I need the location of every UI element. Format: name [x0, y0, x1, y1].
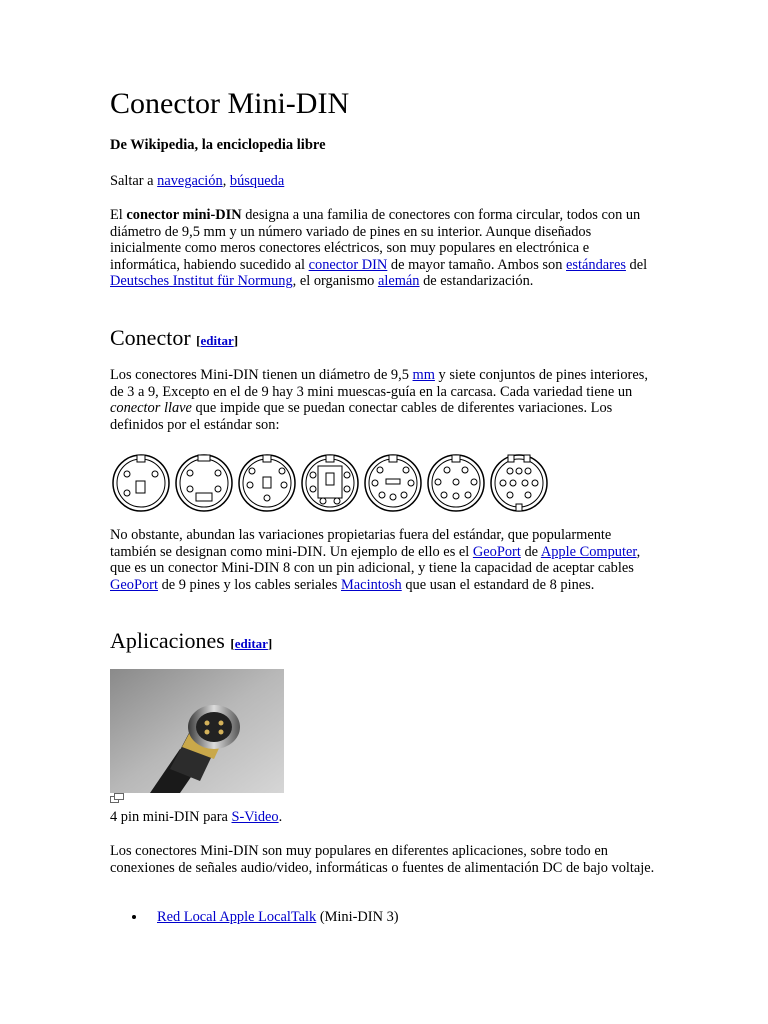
edit-link-aplicaciones[interactable]: editar [234, 636, 268, 651]
enlarge-icon[interactable] [110, 793, 124, 803]
mini-din-9-diagram [488, 453, 550, 513]
bullet-icon [132, 915, 136, 919]
mini-din-3-diagram [110, 453, 172, 513]
image-caption: 4 pin mini-DIN para S-Video. [110, 809, 283, 825]
link-geoport[interactable]: GeoPort [472, 543, 521, 560]
link-mm[interactable]: mm [412, 367, 435, 383]
link-navegacion[interactable]: navegación [157, 173, 223, 189]
mini-din-7-diagram [362, 453, 424, 513]
link-conector-din[interactable]: conector DIN [308, 256, 388, 273]
section-heading-aplicaciones: Aplicaciones [editar] [110, 628, 273, 653]
edit-link-conector[interactable]: editar [200, 333, 234, 348]
link-geoport-2[interactable]: GeoPort [110, 576, 158, 593]
page-subtitle: De Wikipedia, la enciclopedia libre [110, 137, 326, 153]
applications-list [110, 909, 399, 926]
mini-din-6-diagram [299, 453, 361, 513]
link-din[interactable]: Deutsches Institut für Normung [110, 273, 293, 290]
link-s-video[interactable]: S-Video [231, 809, 279, 825]
intro-paragraph: El conector mini-DIN designa a una familia de conectores con forma circular, todos con un diámetro de 9,5 mm y un número variado de pines en su interior. Aunque diseñados inicialmente como meros conectores eléctricos, son muy populares en electrónica e informática, habiendo sucedido al conector DIN de mayor tamaño. Ambos son estándares del Deutsches Institut für Normung, el organismo alemán de estandarización. [110, 207, 648, 290]
mini-din-5-diagram [236, 453, 298, 513]
mini-din-4-diagram [173, 453, 235, 513]
jump-links: Saltar a navegación, búsqueda [110, 173, 285, 189]
conector-paragraph-2: No obstante, abundan las variaciones propietarias fuera del estándar, que popularmente también se designan como mini-DIN. Un ejemplo de ello es el GeoPort de Apple Computer, que es un conector Mini-DIN 8 con un pin adicional, y tiene la capacidad de aceptar cables GeoPort de 9 pines y los cables seriales Macintosh que usan el estandard de 8 pines. [110, 527, 641, 593]
conector-paragraph-1: Los conectores Mini-DIN tienen un diámetro de 9,5 mm y siete conjuntos de pines interiores, de 3 a 9, Excepto en el de 9 hay 3 mini muescas-guía en la carcasa. Cada variedad tiene un conector llave que impide que se puedan conectar cables de diferentes variaciones. Los definidos por el estándar son: [110, 367, 648, 433]
page-title: Conector Mini-DIN [110, 87, 350, 120]
link-apple-computer[interactable]: Apple Computer [540, 543, 637, 560]
link-busqueda[interactable]: búsqueda [229, 173, 285, 189]
link-macintosh[interactable]: Macintosh [341, 576, 402, 593]
aplicaciones-paragraph: Los conectores Mini-DIN son muy populares en diferentes aplicaciones, sobre todo en conexiones de señales audio/video, informáticas o fuentes de alimentación DC de bajo voltaje. [110, 843, 655, 876]
link-aleman[interactable]: alemán [377, 273, 420, 290]
list-item: Red Local Apple LocalTalk (Mini-DIN 3) [110, 909, 399, 926]
mini-din-8-diagram [425, 453, 487, 513]
link-localtalk[interactable]: Red Local Apple LocalTalk [157, 909, 317, 925]
link-estandares[interactable]: estándares [566, 256, 626, 273]
s-video-connector-photo[interactable] [110, 669, 284, 793]
section-heading-conector: Conector [editar] [110, 325, 239, 350]
